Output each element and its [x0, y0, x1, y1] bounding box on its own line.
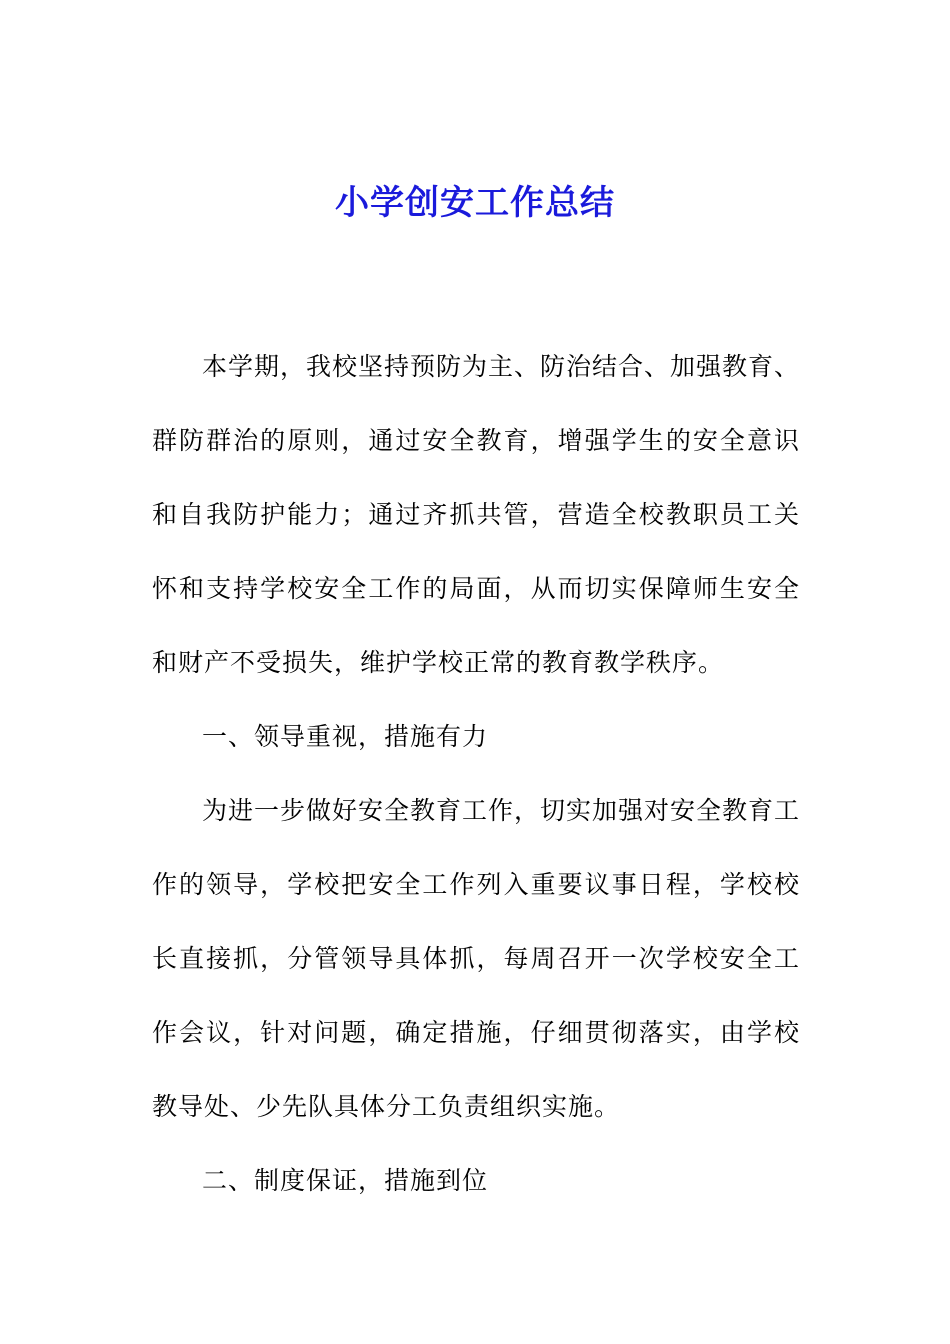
paragraph-intro: 本学期，我校坚持预防为主、防治结合、加强教育、群防群治的原则，通过安全教育，增强学生的安全意识和自我防护能力；通过齐抓共管，营造全校教职员工关怀和支持学校安全工作的局面，从而切实保障师生安全和财产不受损失，维护学校正常的教育教学秩序。 — [152, 352, 801, 677]
document-body — [152, 330, 800, 1218]
document-title: 小学创安工作总结 — [335, 183, 615, 223]
section-heading-2: 二、制度保证，措施到位 — [202, 1166, 489, 1195]
section-heading-1: 一、领导重视，措施有力 — [202, 722, 489, 751]
paragraph-section-1: 为进一步做好安全教育工作，切实加强对安全教育工作的领导，学校把安全工作列入重要议事日程，学校校长直接抓，分管领导具体抓，每周召开一次学校安全工作会议，针对问题，确定措施，仔细贯彻落实，由学校教导处、少先队具体分工负责组织实施。 — [152, 796, 801, 1121]
